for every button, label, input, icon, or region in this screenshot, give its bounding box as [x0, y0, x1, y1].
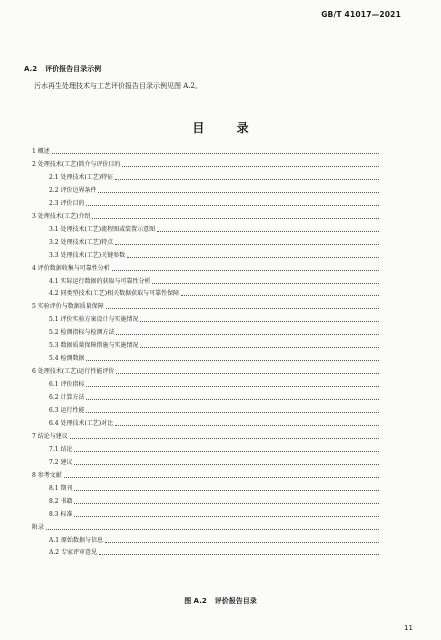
- toc-entry: [49, 509, 379, 519]
- toc-entry: [49, 496, 379, 506]
- toc-leader-dots: [116, 334, 379, 335]
- toc-leader-dots: [105, 542, 379, 543]
- section-title: 评价报告目录示例: [45, 65, 102, 73]
- toc-entry-label: 4.2 同类型技术(工艺)相关数据获取与可靠性保障: [49, 290, 180, 298]
- toc-entry-label: 2.3 评价目的: [49, 199, 85, 207]
- toc-entry: [49, 276, 379, 286]
- toc-leader-dots: [86, 205, 379, 206]
- toc-leader-dots: [46, 529, 379, 530]
- toc-entry-label: 3.3 处理技术(工艺)关键参数: [49, 251, 126, 259]
- toc-entry-label: 2.2 评价边界条件: [49, 186, 97, 194]
- page-number: 11: [404, 624, 413, 632]
- toc-entry: [32, 470, 379, 480]
- toc-leader-dots: [92, 218, 379, 219]
- toc-leader-dots: [106, 308, 379, 309]
- toc-leader-dots: [86, 412, 379, 413]
- toc-entry: [32, 263, 379, 273]
- toc-leader-dots: [127, 257, 379, 258]
- toc-entry-label: 8.3 标准: [49, 510, 73, 518]
- toc-leader-dots: [74, 516, 379, 517]
- toc-leader-dots: [181, 295, 379, 296]
- toc-entry-label: 7.2 建议: [49, 458, 73, 466]
- toc-entry: [32, 211, 379, 221]
- toc-entry: [49, 250, 379, 260]
- toc-entry-label: 7.1 结论: [49, 445, 73, 453]
- toc-entry: [49, 224, 379, 234]
- toc-leader-dots: [98, 192, 379, 193]
- toc-entry: [49, 535, 379, 545]
- figure-caption: [0, 596, 441, 606]
- toc-entry-label: 6.1 评价指标: [49, 381, 85, 389]
- toc-entry-label: 7 结论与建议: [32, 432, 68, 440]
- toc-entry: [32, 431, 379, 441]
- toc-leader-dots: [86, 399, 379, 400]
- toc-leader-dots: [122, 166, 379, 167]
- toc-entry-label: 6.3 运行性能: [49, 407, 85, 414]
- toc-entry-label: 8.2 书籍: [49, 497, 73, 505]
- toc-entry-label: 8.1 期刊: [49, 484, 73, 492]
- toc-entry: [49, 444, 379, 454]
- toc-leader-dots: [112, 270, 379, 271]
- toc-entry: [32, 522, 379, 532]
- toc-leader-dots: [115, 244, 379, 245]
- toc-leader-dots: [99, 554, 379, 555]
- toc-entry: [49, 237, 379, 247]
- toc-title: 目 录: [192, 121, 263, 135]
- toc-entry: [32, 159, 379, 169]
- standard-code: GB/T 41017—2021: [321, 10, 401, 19]
- toc-leader-dots: [52, 153, 379, 154]
- section-number: A.2: [24, 65, 38, 73]
- toc-entry-label: 5.3 数据质量保障措施与实施情况: [49, 342, 139, 350]
- toc-entry: [49, 353, 379, 363]
- toc-entry-label: 4 评价数据收集与可靠性分析: [32, 264, 110, 272]
- toc-entry-label: 2 处理技术(工艺)简介与评价目的: [32, 160, 121, 168]
- toc-leader-dots: [70, 438, 379, 439]
- toc-leader-dots: [86, 386, 379, 387]
- toc-entry: [32, 366, 379, 376]
- toc-entry-label: 6 处理技术(工艺)运行性能评价: [32, 368, 115, 376]
- toc-entry: [49, 392, 379, 402]
- toc-leader-dots: [64, 477, 379, 478]
- toc-entry-label: A.1 原始数据与信息: [49, 536, 103, 544]
- toc-leader-dots: [115, 179, 379, 180]
- intro-paragraph: 污水再生处理技术与工艺评价报告目录示例见图 A.2。: [34, 82, 202, 90]
- toc-entry: [32, 301, 379, 311]
- toc-entry: [49, 288, 379, 298]
- toc-entry-label: 3.1 处理技术(工艺)流程图或装置示意图: [49, 225, 156, 233]
- toc-entry-label: 2.1 处理技术(工艺)特征: [49, 173, 114, 181]
- toc-entry-label: 5.2 检测指标与检测方法: [49, 329, 115, 337]
- toc-entry-label: 3.2 处理技术(工艺)特点: [49, 238, 114, 246]
- toc-entry: [49, 405, 379, 415]
- toc-entry: [49, 379, 379, 389]
- toc-entry: [32, 146, 379, 156]
- toc-leader-dots: [115, 425, 379, 426]
- toc-entry: [49, 185, 379, 195]
- figure-caption-text: 评价报告目录: [214, 597, 257, 605]
- figure-number: 图 A.2: [184, 597, 207, 605]
- toc-leader-dots: [74, 464, 379, 465]
- toc-entry-label: 8 参考文献: [32, 471, 62, 479]
- toc-entry-label: 5 实验评价与数据质量保障: [32, 303, 104, 311]
- toc-leader-dots: [74, 490, 379, 491]
- toc-entry: [49, 172, 379, 182]
- toc-leader-dots: [157, 231, 379, 232]
- toc-entry-label: 5.4 检测数据: [49, 355, 85, 363]
- section-heading: [24, 64, 101, 74]
- toc-entry-label: 5.1 评价实验方案设计与实施情况: [49, 316, 139, 324]
- toc-entry: [49, 457, 379, 467]
- toc-entry-label: 3 处理技术(工艺)介绍: [32, 212, 91, 220]
- toc-leader-dots: [74, 503, 379, 504]
- toc-entry: [49, 327, 379, 337]
- toc-leader-dots: [116, 373, 379, 374]
- toc-entry: [49, 314, 379, 324]
- toc-entry-label: A.2 专家评审意见: [49, 549, 97, 557]
- toc-entry: [49, 418, 379, 428]
- toc-leader-dots: [152, 283, 379, 284]
- toc-entry: [49, 483, 379, 493]
- toc-entry-label: 附录: [32, 523, 45, 531]
- toc-entry-label: 1 概述: [32, 148, 50, 155]
- toc-entry-label: 6.4 处理技术(工艺)对比: [49, 419, 114, 427]
- toc-leader-dots: [86, 360, 379, 361]
- toc-entry: [49, 340, 379, 350]
- toc-entry-label: 6.2 计算方法: [49, 394, 85, 402]
- toc-entry-label: 4.1 实际运行数据的获取与可靠性分析: [49, 277, 151, 285]
- toc-leader-dots: [74, 451, 379, 452]
- toc-leader-dots: [140, 347, 379, 348]
- toc-entry: [49, 547, 379, 557]
- toc-leader-dots: [140, 321, 379, 322]
- toc-entry: [49, 198, 379, 208]
